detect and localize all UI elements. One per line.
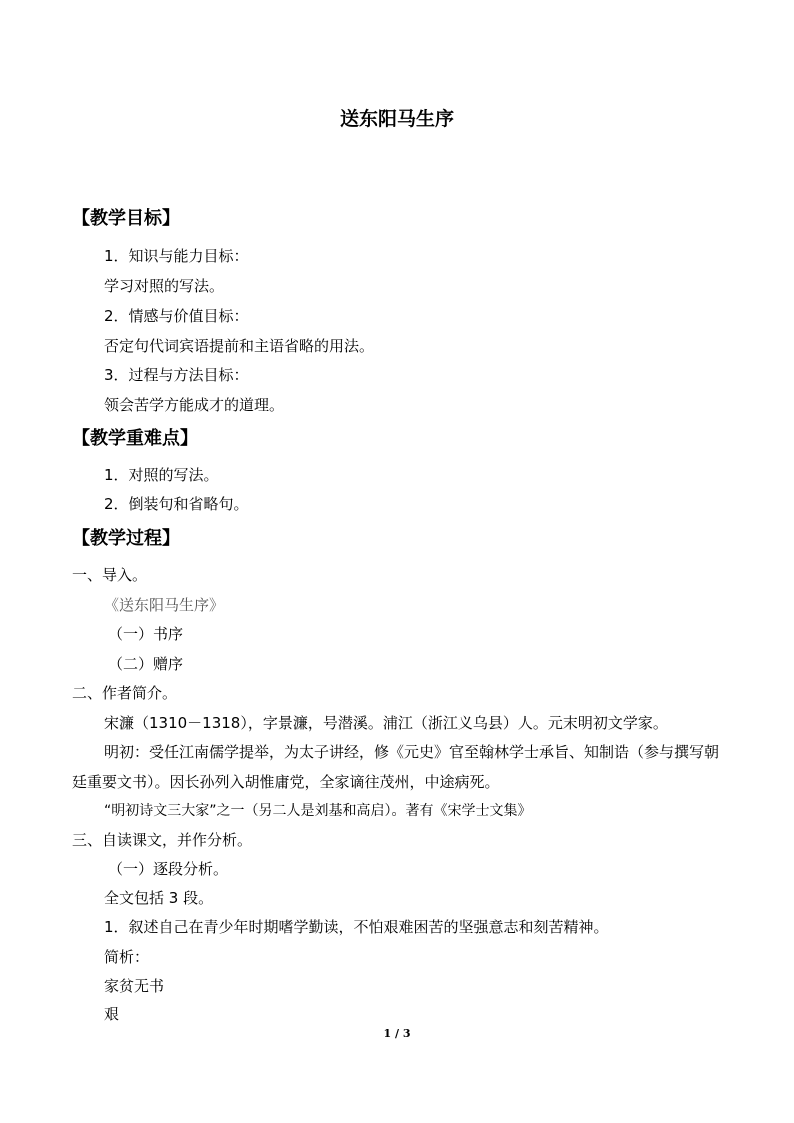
goal-line-5: 3．过程与方法目标： (104, 366, 249, 384)
process-item-gift-preface: （二）赠序 (108, 655, 184, 673)
process-heading-intro: 一、导入。 (72, 566, 148, 584)
section-heading-key-points: 【教学重难点】 (72, 428, 198, 449)
analysis-item-2: 艰 (104, 1005, 120, 1023)
analysis-label: 简析： (104, 948, 150, 966)
key-point-line-2: 2．倒装句和省略句。 (104, 495, 249, 513)
reading-point-1: 1．叙述自己在青少年时期嗜学勤读，不怕艰难困苦的坚强意志和刻苦精神。 (104, 918, 609, 936)
goal-line-3: 2．情感与价值目标： (104, 307, 249, 325)
process-book-title: 《送东阳马生序》 (104, 596, 225, 614)
reading-subheading: （一）逐段分析。 (108, 860, 229, 878)
process-heading-reading: 三、自读课文，并作分析。 (72, 831, 253, 849)
author-intro-line: 宋濂（1310－1318），字景濂，号潜溪。浦江（浙江义乌县）人。元末明初文学家。 (104, 714, 668, 732)
goal-line-2: 学习对照的写法。 (104, 277, 225, 295)
reading-paragraph-count: 全文包括 3 段。 (104, 889, 214, 907)
process-item-book-preface: （一）书序 (108, 625, 184, 643)
section-heading-goals: 【教学目标】 (72, 208, 180, 229)
key-point-line-1: 1．对照的写法。 (104, 466, 219, 484)
analysis-item-1: 家贫无书 (104, 977, 165, 995)
goal-line-1: 1．知识与能力目标： (104, 247, 249, 265)
goal-line-4: 否定句代词宾语提前和主语省略的用法。 (104, 337, 375, 355)
section-heading-process: 【教学过程】 (72, 528, 180, 549)
author-fame-line: “明初诗文三大家”之一（另二人是刘基和高启）。著有《宋学士文集》 (104, 803, 532, 819)
goal-line-6: 领会苦学方能成才的道理。 (104, 396, 285, 414)
process-heading-author: 二、作者简介。 (72, 684, 178, 702)
author-career-paragraph: 明初：受任江南儒学提举，为太子讲经，修《元史》官至翰林学士承旨、知制诰（参与撰写朝廷重要文书）。因长孙列入胡惟庸党，全家谪往茂州，中途病死。 (72, 743, 720, 791)
page-number: 1 / 3 (383, 1027, 411, 1040)
page-title: 送东阳马生序 (339, 108, 454, 130)
